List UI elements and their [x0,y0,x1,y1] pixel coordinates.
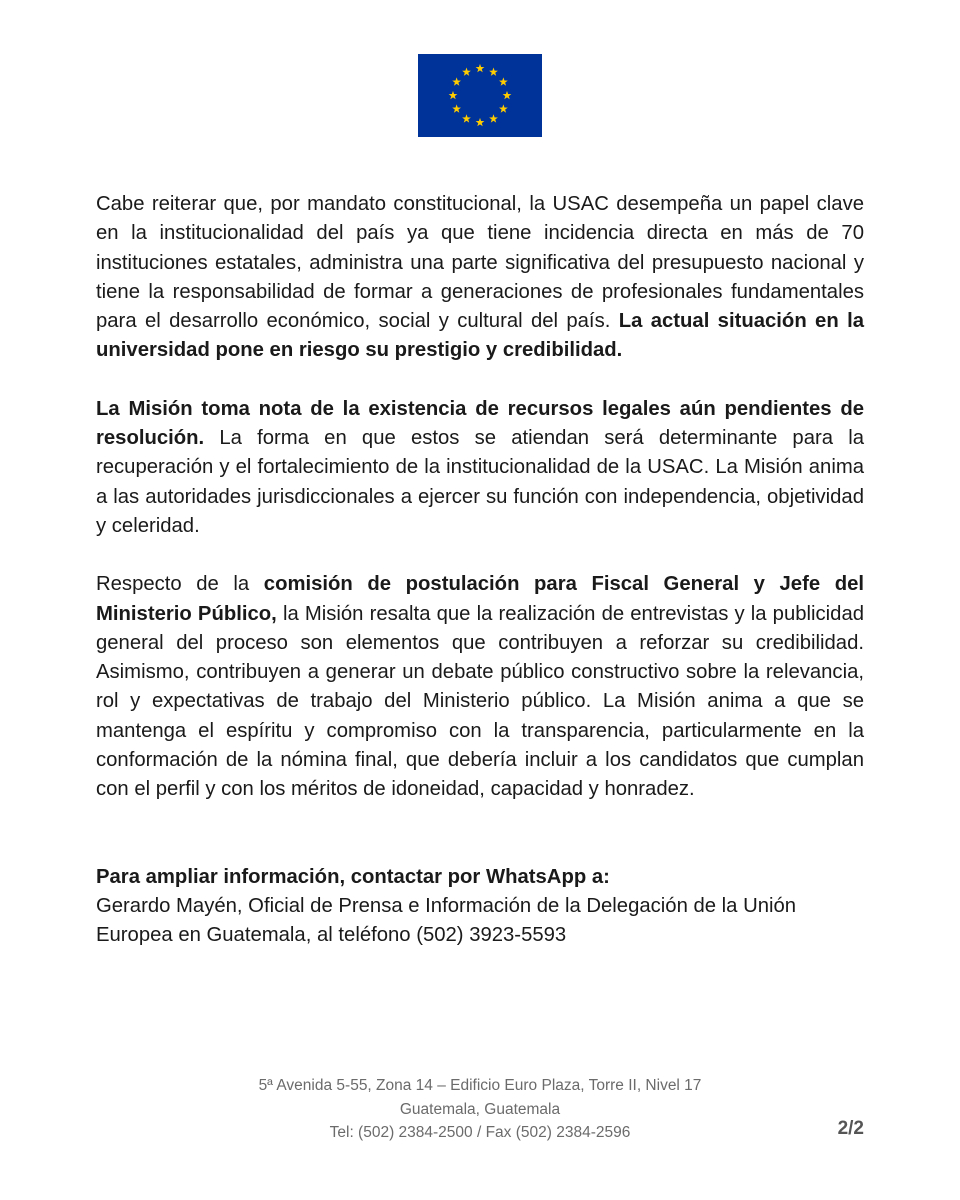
footer-phones: Tel: (502) 2384-2500 / Fax (502) 2384-2596 [329,1124,631,1141]
paragraph-emphasis: comisión de postulación para Fiscal General y Jefe del Ministerio Público, [96,573,865,625]
contact-line: Gerardo Mayén, Oficial de Prensa e Información de la Delegación de la Unión [96,894,797,917]
paragraph-text: Cabe reiterar que, por mandato constitucional, la USAC desempeña un papel clave en la institucionalidad del país ya que tiene incidencia directa en más de 70 instituciones estatales, administra una parte significativa del presupuesto nacional y tiene la responsabilidad de formar a generaciones de profesionales fundamentales para el desarrollo económico, social y cultural del país. [96,193,864,333]
paragraph-postulation-commission [96,570,864,804]
paragraph-legal-resources [96,395,864,541]
paragraph-text: Respecto de la [96,573,250,596]
paragraph-emphasis: La actual situación en la universidad pone en riesgo su prestigio y credibilidad. [96,310,864,362]
paragraph-text: la Misión resalta que la realización de entrevistas y la publicidad general del proceso son elementos que contribuyen a reforzar su credibilidad. Asimismo, contribuyen a generar un debate público constructivo sobre la relevancia, rol y expectativas de trabajo del Ministerio público. La Misión anima a que se mantenga el espíritu y compromiso con la transparencia, particularmente en la conformación de la nómina final, que debería incluir a los candidatos que cumplan con el perfil y con los méritos de idoneidad, capacidad y honradez. [96,602,864,801]
contact-block [96,863,864,951]
eu-flag-icon [418,54,542,137]
paragraph-emphasis: La Misión toma nota de la existencia de recursos legales aún pendientes de resolución. [96,397,864,450]
page-number: 2/2 [837,1118,864,1139]
page-footer [200,1074,760,1145]
contact-heading: Para ampliar información, contactar por WhatsApp a: [96,865,610,888]
paragraph-usac [96,190,864,366]
document-body [96,190,864,951]
footer-city: Guatemala, Guatemala [399,1100,561,1118]
contact-line: Europea en Guatemala, al teléfono (502) 3923-5593 [96,924,567,947]
footer-address: 5ª Avenida 5-55, Zona 14 – Edificio Euro Plaza, Torre II, Nivel 17 [258,1077,702,1094]
paragraph-text: La forma en que estos se atiendan será determinante para la recuperación y el fortalecimiento de la institucionalidad de la USAC. La Misión anima a las autoridades jurisdiccionales a ejercer su función con independencia, objetividad y celeridad. [96,427,864,537]
